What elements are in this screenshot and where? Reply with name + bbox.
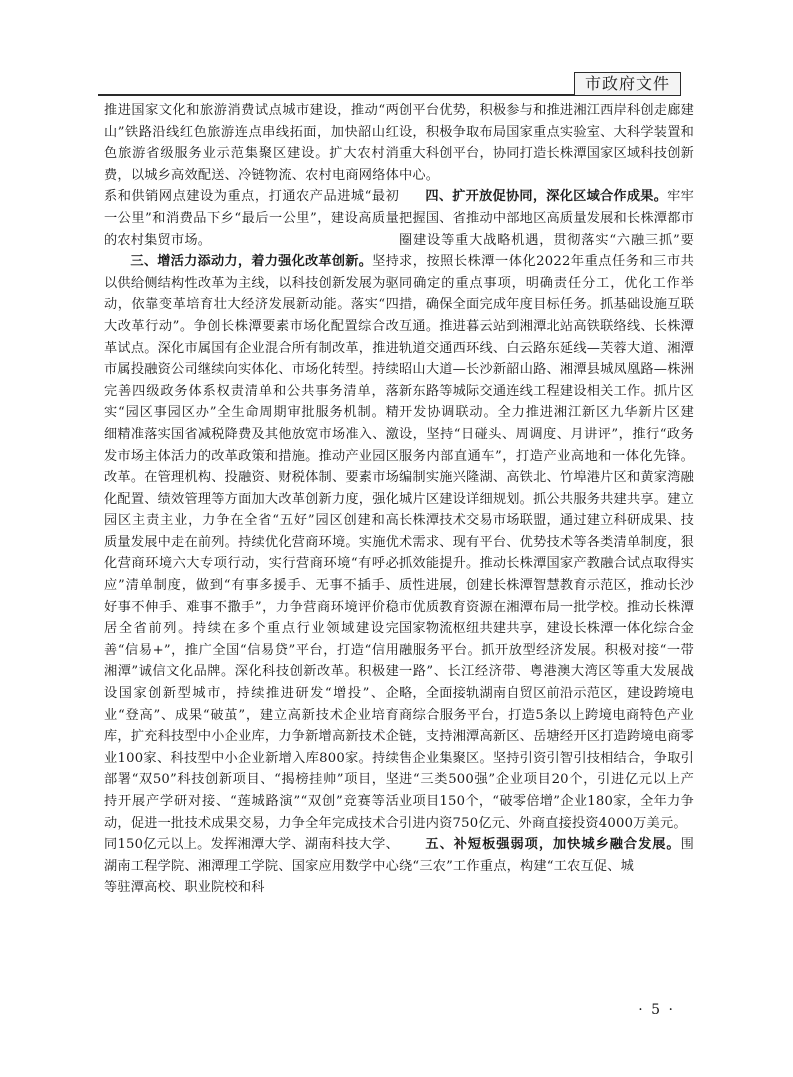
paragraph-section-4: [399, 186, 694, 834]
paragraph-section-3: [104, 251, 399, 899]
body-columns: [104, 100, 694, 1040]
paragraph-continued-right: [399, 100, 694, 186]
section-4-body: 牢牢把握国、省推动中部地区高质量发展和长株潭都市圈建设等重大战略机遇，贯彻落实“六融三抓”要求，按照长株潭一体化2022年重点任务和三市共同确定的重点事项，明确责任分工，优化工作举措，确保全面完成年度目标任务。抓基础设施互联互通。推进暮云站到湘潭北站高铁联络线、长株潭轨道交通西环线、白云路东延线—芙蓉大道、湘潭昭山大道—长沙新韶山路、湘潭县城凤凰路—株洲新东路等城际交通连线工程建设相关工作。抓片区开发协调联动。全力推进湘江新区九华新片区建设，坚持“日碰头、周调度、月讲评”，推行“政务服务内部直通车”，打造产业高地和一体化先锋。编制实施兴隆湖、高铁北、竹埠港片区和黄家湾融城片区建设详细规划。抓公共服务共建共享。建立长株潭技术交易市场联盟，通过建立科研成果、技术需求、现有平台、优势技术等各类清单制度，狠抓效能提升。推动长株潭国家产教融合试点取得实质性进展，创建长株潭智慧教育示范区，推动长沙市优质教育资源在湘潭布局一批学校。推动长株潭国家物流枢纽共建共享，建设长株潭一体化综合金融服务平台。抓开放型经济发展。积极对接“一带一路”、长江经济带、粤港澳大湾区等重大发展战略，全面接轨湖南自贸区前沿示范区，建设跨境电商综合服务平台，打造5条以上跨境电商特色产业链，支持湘潭高新区、岳塘经开区打造跨境电商零售企业集聚区。坚持引资引智引技相结合，争取引进“三类500强”企业项目20个，引进亿元以上产业项目150个，“破零倍增”企业180家，全年力争引进内资750亿元、外商直接投资4000万美元。: [399, 189, 694, 831]
paragraph-text-right: 创平台优势，积极参与和推进湘江西岸科创走廊建设，积极争取布局国家重点实验室、大科学装置和重大科创平台，协同打造长株潭国家区域科技创新中心。: [399, 103, 694, 183]
page-number: · 5 ·: [638, 1002, 675, 1018]
section-header-label: 市政府文件: [574, 72, 681, 95]
section-3-body: 坚持以供给侧结构性改革为主线，以科技创新发展为驱动，依靠变革培育壮大经济发展新动能。落实“四大改革行动”。争创长株潭要素市场化配置综合改革试点。深化市属国有企业混合所有制改革，推进市属投融资公司继续向实体化、市场化转型。持续完善四级政务体系权责清单和公共事务清单，落实“园区事园区办”全生命周期审批服务机制。精细精准落实国省减税降费及其他放宽市场准入、激发市场主体活力的改革政策和措施。推动产业园区改革。在管理机构、投融资、财税体制、要素市场化配置、绩效管理等方面加大改革创新力度，强化园区主责主业，力争在全省“五好”园区创建和高质量发展中走在前列。持续优化营商环境。实施优化营商环境六大专项行动，实行营商环境“有呼必应”清单制度，做到“有事多援手、无事不插手、好事不伸手、难事不撒手”，力争营商环境评价稳居全省前列。持续在多个重点行业领域建设完善“信易+”，推广全国“信易贷”平台，打造“信用湘潭”诚信文化品牌。深化科技创新改革。积极建设国家创新型城市，持续推进研发“增投”、企业“登高”、成果“破茧”，建立高新技术企业培育库，扩充科技型中小企业库，力争新增高新技术企业100家、科技型中小企业新增入库800家。持续部署“双50”科技创新项目、“揭榜挂帅”项目，坚持开展产学研对接、“莲城路演”“双创”竞赛等活动，促进一批技术成果交易，力争全年完成技术合同150亿元以上。发挥湘潭大学、湖南科技大学、湖南工程学院、湘潭理工学院、国家应用数学中心等驻潭高校、职业院校和科: [104, 254, 399, 896]
left-column: [104, 100, 399, 1040]
paragraph-section-5: [399, 834, 694, 877]
section-3-heading: 三、增活力添动力，着力强化改革创新。: [130, 254, 373, 270]
section-5-heading: 五、补短板强弱项，加快城乡融合发展。: [425, 837, 681, 853]
paragraph-text: 推进国家文化和旅游消费试点城市建设，推动“两山”铁路沿线红色旅游连点串线拓面，加快韶山红色旅游省级服务业示范集聚区建设。扩大农村消费，以城乡高效配送、冷链物流、农村电商网络体系和供销网点建设为重点，打通农产品进城“最初一公里”和消费品下乡“最后一公里”，建设高质量的农村集贸市场。: [104, 103, 399, 248]
paragraph-continued: [104, 100, 399, 251]
right-column: [399, 100, 694, 1040]
section-5-body: 围绕“三农”工作重点，构建“工农互促、城: [399, 837, 694, 874]
section-4-heading: 四、扩开放促协同，深化区域合作成果。: [425, 189, 668, 205]
